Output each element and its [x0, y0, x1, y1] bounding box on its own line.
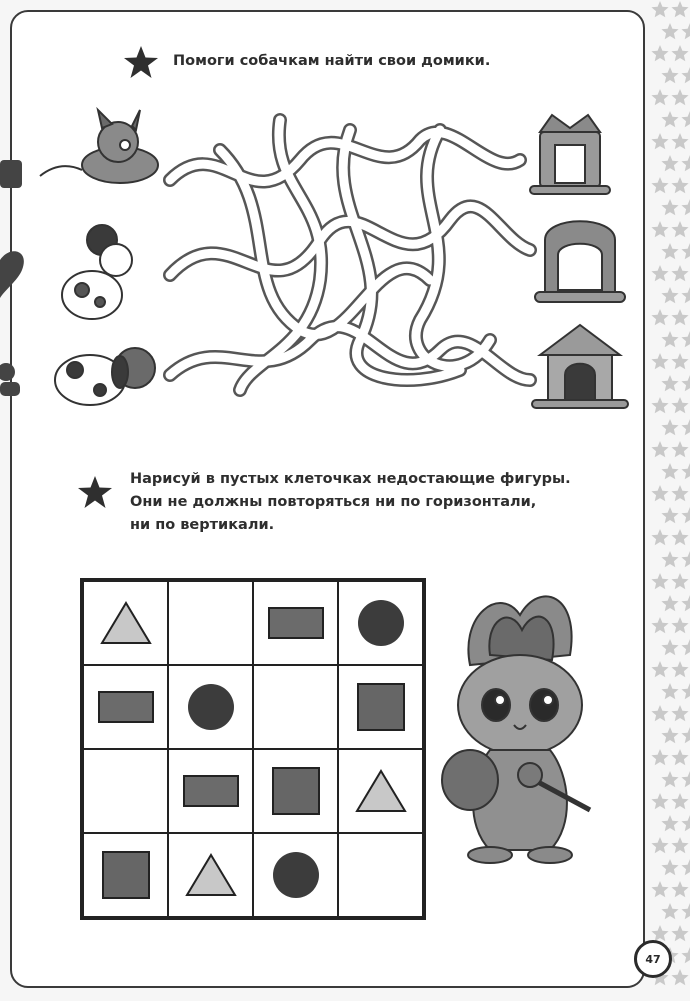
- border-star-icon: [661, 463, 678, 479]
- border-star-icon: [671, 661, 688, 677]
- border-star-icon: [671, 177, 688, 193]
- border-star-icon: [661, 67, 678, 83]
- grid-cell: [167, 748, 254, 834]
- grid-cell: [337, 580, 424, 666]
- border-star-icon: [661, 375, 678, 391]
- maze-illustration: [20, 90, 640, 430]
- border-star-icon: [681, 639, 690, 655]
- triangle-shape: [185, 853, 237, 897]
- border-star-icon: [651, 221, 668, 237]
- border-star-icon: [671, 793, 688, 809]
- border-star-icon: [681, 287, 690, 303]
- border-star-icon: [671, 573, 688, 589]
- thumb-icon: [0, 160, 22, 188]
- grid-cell: [167, 832, 254, 918]
- border-star-icon: [681, 67, 690, 83]
- border-star-icon: [671, 529, 688, 545]
- border-star-icon: [681, 111, 690, 127]
- cat-character-illustration: [430, 575, 610, 865]
- rectangle-shape: [98, 691, 154, 723]
- triangle-shape: [355, 769, 407, 813]
- border-star-icon: [651, 353, 668, 369]
- grid-cell: [82, 832, 169, 918]
- empty-cell[interactable]: [252, 664, 339, 750]
- grid-cell: [337, 748, 424, 834]
- empty-cell[interactable]: [337, 832, 424, 918]
- border-star-icon: [671, 89, 688, 105]
- circle-shape: [273, 852, 319, 898]
- border-star-icon: [651, 661, 668, 677]
- border-star-icon: [681, 419, 690, 435]
- border-star-icon: [681, 463, 690, 479]
- border-star-icon: [651, 793, 668, 809]
- border-star-icon: [661, 287, 678, 303]
- border-star-icon: [651, 837, 668, 853]
- border-star-icon: [661, 727, 678, 743]
- border-star-icon: [671, 133, 688, 149]
- border-star-icon: [661, 155, 678, 171]
- star-icon: [76, 474, 114, 510]
- dog-3-icon: [55, 348, 155, 405]
- border-star-icon: [651, 177, 668, 193]
- border-star-icon: [661, 903, 678, 919]
- grid-cell: [167, 664, 254, 750]
- border-star-icon: [681, 859, 690, 875]
- rectangle-shape: [183, 775, 239, 807]
- border-star-icon: [661, 199, 678, 215]
- border-star-icon: [681, 947, 690, 963]
- border-star-icon: [661, 771, 678, 787]
- triangle-shape: [100, 601, 152, 645]
- border-star-icon: [651, 265, 668, 281]
- border-star-icon: [661, 551, 678, 567]
- star-border-decoration: [648, 0, 690, 1001]
- border-star-icon: [681, 155, 690, 171]
- circle-shape: [358, 600, 404, 646]
- border-star-icon: [651, 881, 668, 897]
- border-star-icon: [681, 199, 690, 215]
- border-star-icon: [651, 485, 668, 501]
- border-star-icon: [681, 331, 690, 347]
- border-star-icon: [671, 705, 688, 721]
- border-star-icon: [661, 815, 678, 831]
- house-3-icon: [532, 325, 628, 408]
- border-star-icon: [681, 815, 690, 831]
- border-star-icon: [671, 837, 688, 853]
- border-star-icon: [671, 1, 688, 17]
- border-star-icon: [651, 925, 668, 941]
- border-star-icon: [671, 45, 688, 61]
- grid-cell: [252, 832, 339, 918]
- grid-cell: [252, 748, 339, 834]
- border-star-icon: [671, 969, 688, 985]
- square-shape: [357, 683, 405, 731]
- border-star-icon: [681, 551, 690, 567]
- empty-cell[interactable]: [82, 748, 169, 834]
- grid-cell: [252, 580, 339, 666]
- border-star-icon: [681, 375, 690, 391]
- square-shape: [102, 851, 150, 899]
- border-star-icon: [661, 595, 678, 611]
- border-star-icon: [681, 727, 690, 743]
- border-star-icon: [671, 353, 688, 369]
- border-star-icon: [681, 771, 690, 787]
- dog-2-icon: [62, 225, 132, 319]
- border-star-icon: [671, 265, 688, 281]
- border-star-icon: [651, 89, 668, 105]
- border-star-icon: [651, 749, 668, 765]
- border-star-icon: [651, 397, 668, 413]
- house-1-icon: [530, 115, 610, 194]
- border-star-icon: [651, 133, 668, 149]
- border-star-icon: [671, 485, 688, 501]
- border-star-icon: [671, 749, 688, 765]
- border-star-icon: [661, 23, 678, 39]
- border-star-icon: [651, 45, 668, 61]
- border-star-icon: [661, 859, 678, 875]
- dog-1-icon: [40, 110, 158, 183]
- empty-cell[interactable]: [167, 580, 254, 666]
- border-star-icon: [651, 705, 668, 721]
- border-star-icon: [671, 221, 688, 237]
- border-star-icon: [681, 507, 690, 523]
- border-star-icon: [661, 683, 678, 699]
- border-star-icon: [681, 683, 690, 699]
- border-star-icon: [651, 617, 668, 633]
- border-star-icon: [651, 573, 668, 589]
- border-star-icon: [671, 397, 688, 413]
- grid-cell: [82, 664, 169, 750]
- border-star-icon: [651, 1, 668, 17]
- circle-shape: [188, 684, 234, 730]
- square-shape: [272, 767, 320, 815]
- border-star-icon: [681, 903, 690, 919]
- house-2-icon: [535, 221, 625, 302]
- rectangle-shape: [268, 607, 324, 639]
- border-star-icon: [651, 441, 668, 457]
- border-star-icon: [671, 441, 688, 457]
- shapes-grid: [80, 578, 426, 920]
- border-star-icon: [671, 925, 688, 941]
- border-star-icon: [671, 617, 688, 633]
- grid-cell: [82, 580, 169, 666]
- border-star-icon: [661, 639, 678, 655]
- border-star-icon: [651, 529, 668, 545]
- grid-cell: [337, 664, 424, 750]
- border-star-icon: [661, 331, 678, 347]
- instruction-line: ни по вертикали.: [130, 517, 275, 533]
- border-star-icon: [661, 507, 678, 523]
- border-star-icon: [661, 111, 678, 127]
- border-star-icon: [671, 881, 688, 897]
- instruction-line: Они не должны повторяться ни по горизонтали,: [130, 494, 537, 510]
- person-icon: [0, 363, 15, 381]
- task-2-instruction: [130, 468, 580, 537]
- border-star-icon: [671, 309, 688, 325]
- border-star-icon: [681, 243, 690, 259]
- instruction-line: Нарисуй в пустых клеточках недостающие фигуры.: [130, 471, 571, 487]
- border-star-icon: [681, 23, 690, 39]
- border-star-icon: [651, 309, 668, 325]
- page-number: 47: [634, 940, 672, 978]
- star-icon: [122, 44, 160, 80]
- border-star-icon: [681, 595, 690, 611]
- task-1-instruction: Помоги собачкам найти свои домики.: [173, 53, 491, 69]
- border-star-icon: [661, 419, 678, 435]
- border-star-icon: [661, 243, 678, 259]
